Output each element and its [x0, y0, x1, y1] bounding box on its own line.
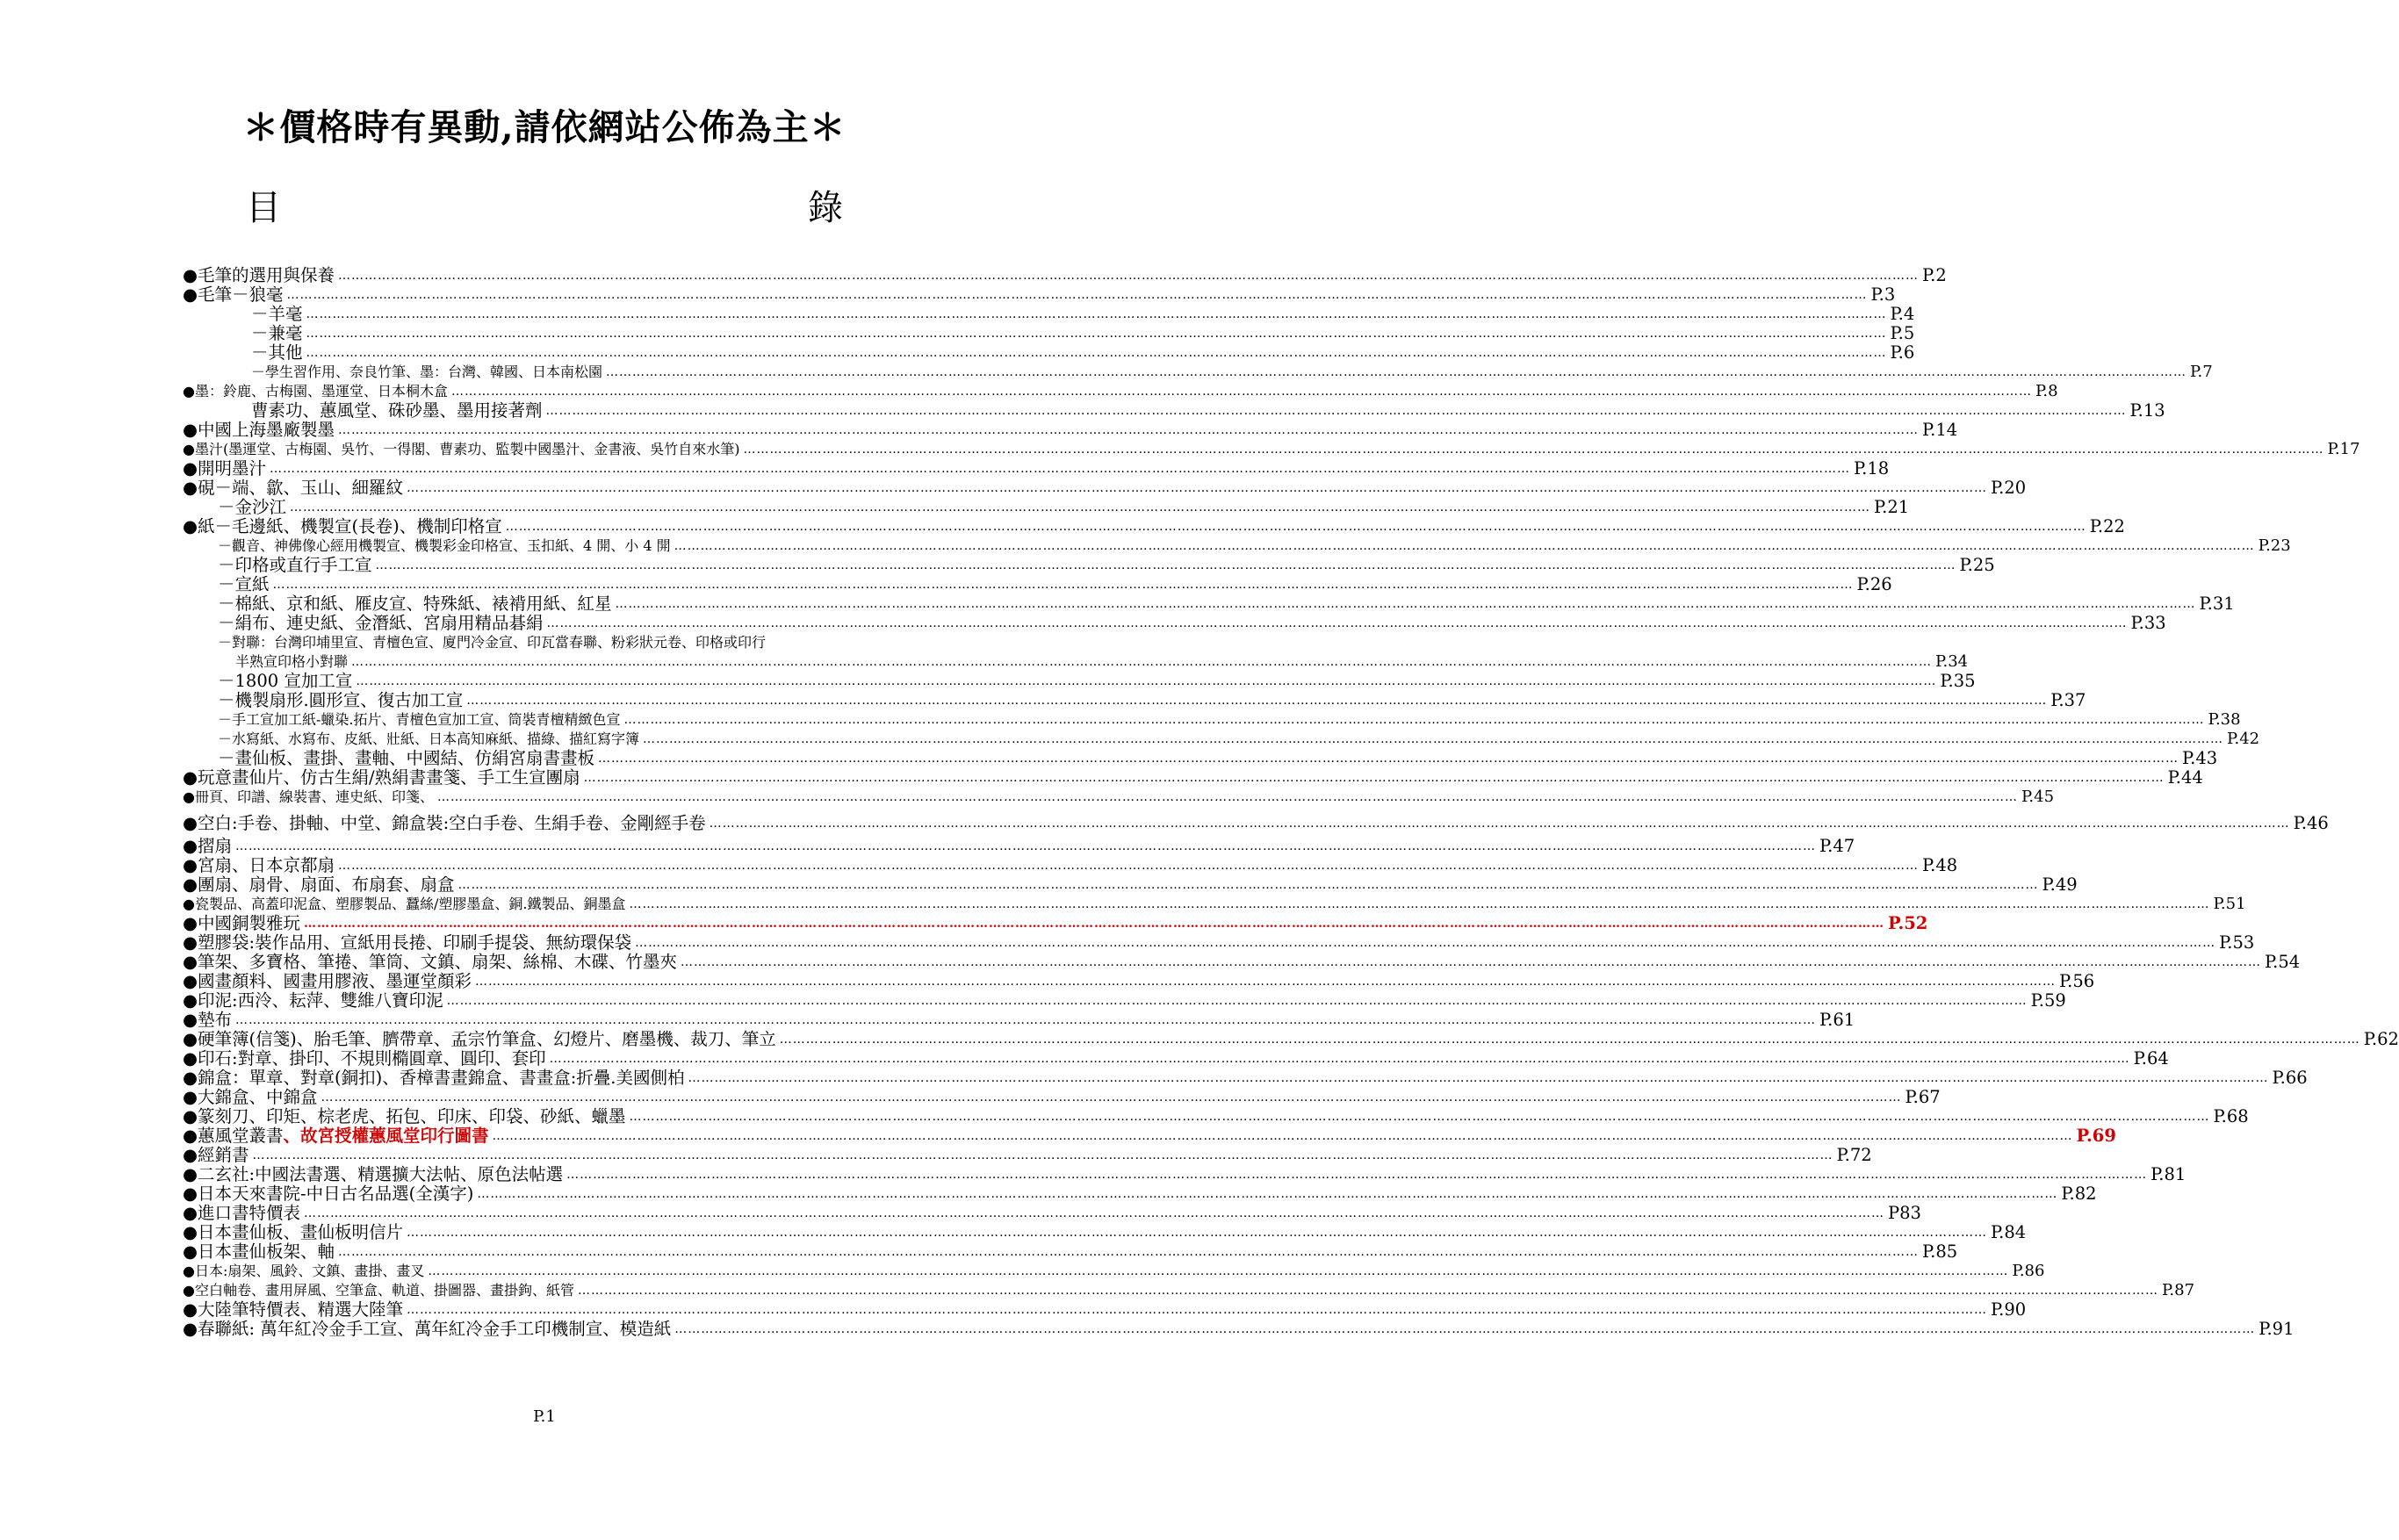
toc-entry-label: ●進口書特價表	[183, 1203, 301, 1223]
toc-leader-dots: ………………………………………………………………………………………………………………………………………………………………………………………………………………………………………………………………………………………………………………………………	[338, 269, 1920, 283]
toc-entry	[183, 895, 2246, 914]
toc-leader-dots: ………………………………………………………………………………………………………………………………………………………………………………………………………………………………………………………………………………………………………………………………	[252, 1148, 1833, 1162]
toc-leader-dots: ………………………………………………………………………………………………………………………………………………………………………………………………………………………………………………………………………………………………………………………………	[598, 752, 2179, 766]
toc-leader-dots: ………………………………………………………………………………………………………………………………………………………………………………………………………………………………………………………………………………………………………………………………	[338, 1245, 1920, 1259]
toc-entry-label: －金沙江	[218, 497, 287, 517]
toc-leader-dots: ………………………………………………………………………………………………………………………………………………………………………………………………………………………………………………………………………………………………………………………………	[235, 839, 1817, 853]
toc-entry-page: P.47	[1819, 836, 1855, 856]
toc-entry	[183, 1010, 1855, 1030]
toc-entry-page: P.3	[1870, 284, 1896, 305]
toc-leader-dots: ………………………………………………………………………………………………………………………………………………………………………………………………………………………………………………………………………………………………………………………………	[356, 674, 1937, 688]
toc-entry-label: ●篆刻刀、印矩、棕老虎、拓包、印床、印袋、砂紙、蠟墨	[183, 1106, 626, 1126]
toc-entry	[183, 1029, 2399, 1049]
toc-entry	[183, 1241, 1958, 1262]
toc-leader-dots: ………………………………………………………………………………………………………………………………………………………………………………………………………………………………………………………………………………………………………………………………	[304, 917, 1885, 931]
toc-leader-dots: ………………………………………………………………………………………………………………………………………………………………………………………………………………………………………………………………………………………………………………………………	[545, 404, 2127, 418]
toc-entry-label: ●玩意畫仙片、仿古生絹/熟絹書畫箋、手工生宣團扇	[183, 767, 580, 788]
toc-entry-page: P.14	[1922, 420, 1958, 440]
toc-leader-dots: ………………………………………………………………………………………………………………………………………………………………………………………………………………………………………………………………………………………………………………………………	[635, 936, 2216, 950]
toc-leader-dots: ………………………………………………………………………………………………………………………………………………………………………………………………………………………………………………………………………………………………………………………………	[779, 1033, 2360, 1047]
toc-entry-label: ●開明墨汁	[183, 458, 267, 479]
toc-entry	[183, 1106, 2249, 1126]
toc-entry	[183, 363, 2213, 382]
toc-entry	[183, 836, 1855, 856]
toc-entry-label: －宣紙	[218, 574, 270, 594]
toc-entry-page: P.72	[1836, 1145, 1872, 1165]
toc-entry-page: P.26	[1856, 574, 1892, 594]
toc-entry	[183, 458, 1890, 479]
toc-entry-page: P.23	[2258, 536, 2291, 555]
toc-entry-page: P.33	[2130, 613, 2166, 633]
toc-entry	[183, 1299, 2027, 1320]
toc-entry-label: ●墨汁(墨運堂、古梅園、吳竹、一得閣、曹素功、監製中國墨汁、金書液、吳竹自來水筆)	[183, 441, 740, 457]
toc-entry	[183, 342, 1915, 363]
toc-entry	[183, 874, 2078, 895]
toc-entry-page: P.82	[2061, 1184, 2097, 1204]
toc-leader-dots: ………………………………………………………………………………………………………………………………………………………………………………………………………………………………………………………………………………………………………………………………	[688, 1071, 2269, 1085]
toc-entry-label: －其他	[251, 342, 303, 363]
toc-entry-label: －機製扇形.圓形宣、復古加工宣	[218, 690, 464, 710]
toc-entry	[183, 420, 1958, 440]
toc-entry-label: －棉紙、京和紙、雁皮宣、特殊紙、裱褙用紙、紅星	[218, 594, 612, 614]
toc-entry	[183, 594, 2235, 614]
toc-entry	[183, 767, 2203, 788]
toc-entry-page: P.45	[2021, 788, 2055, 806]
toc-entry-page: P.42	[2227, 730, 2260, 748]
toc-leader-dots: ………………………………………………………………………………………………………………………………………………………………………………………………………………………………………………………………………………………………………………………………	[457, 878, 2039, 892]
toc-entry-page: P.43	[2182, 748, 2218, 768]
toc-leader-dots: ………………………………………………………………………………………………………………………………………………………………………………………………………………………………………………………………………………………………………………………………	[436, 790, 2018, 804]
toc-entry-label: ●冊頁、印譜、線裝書、連史紙、印箋、	[183, 788, 434, 805]
toc-entry	[183, 478, 2027, 498]
toc-entry-label: ●國畫顏料、國畫用膠液、墨運堂顏彩	[183, 971, 472, 991]
toc-entry-page: P.22	[2089, 516, 2125, 536]
price-notice: ＊價格時有異動,請依網站公佈為主＊	[242, 106, 846, 148]
toc-entry-label: ●毛筆－狼毫	[183, 284, 284, 305]
toc-entry-page: P.31	[2199, 594, 2235, 614]
toc-leader-dots: ………………………………………………………………………………………………………………………………………………………………………………………………………………………………………………………………………………………………………………………………	[446, 994, 2028, 1008]
toc-entry-page: P.13	[2129, 400, 2165, 421]
toc-entry-page: P.62	[2363, 1029, 2399, 1049]
toc-leader-dots: ………………………………………………………………………………………………………………………………………………………………………………………………………………………………………………………………………………………………………………………………	[407, 1303, 1988, 1317]
toc-entry-label: －絹布、連史紙、金潛紙、宮扇用精品碁絹	[218, 613, 544, 633]
toc-entry-page: P.84	[1991, 1222, 2027, 1242]
toc-leader-dots: ………………………………………………………………………………………………………………………………………………………………………………………………………………………………………………………………………………………………………………………………	[428, 1264, 2009, 1278]
toc-leader-dots: ………………………………………………………………………………………………………………………………………………………………………………………………………………………………………………………………………………………………………………………………	[674, 539, 2255, 553]
toc-entry-label: ●印泥:西泠、耘萍、雙維八寶印泥	[183, 990, 443, 1011]
toc-leader-dots: ………………………………………………………………………………………………………………………………………………………………………………………………………………………………………………………………………………………………………………………………	[270, 462, 1851, 476]
toc-entry-label: ●大錦盒、中錦盒	[183, 1087, 318, 1107]
toc-entry-label: ●日本畫仙板架、軸	[183, 1241, 335, 1262]
toc-entry-page: P.21	[1874, 497, 1910, 517]
toc-leader-dots: ………………………………………………………………………………………………………………………………………………………………………………………………………………………………………………………………………………………………………………………………	[709, 817, 2290, 831]
toc-entry	[183, 613, 2166, 633]
toc-leader-dots: ………………………………………………………………………………………………………………………………………………………………………………………………………………………………………………………………………………………………………………………………	[629, 1110, 2210, 1124]
toc-leader-dots: ………………………………………………………………………………………………………………………………………………………………………………………………………………………………………………………………………………………………………………………………	[450, 385, 2032, 399]
toc-entry	[183, 971, 2095, 991]
toc-entry-page: P.69	[2076, 1126, 2116, 1146]
toc-entry-label: －水寫紙、水寫布、皮紙、壯紙、日本高知麻紙、描綠、描紅寫字簿	[218, 730, 640, 747]
toc-entry-page: P.81	[2150, 1164, 2186, 1184]
toc-entry-label: ●大陸筆特價表、精選大陸筆	[183, 1299, 404, 1320]
toc-entry-page: P83	[1888, 1203, 1921, 1223]
toc-entry	[183, 1145, 1872, 1165]
toc-entry-label: －學生習作用、奈良竹筆、墨：台灣、韓國、日本南松園	[251, 363, 603, 380]
toc-entry-page: P.44	[2167, 767, 2203, 788]
toc-entry	[183, 952, 2301, 972]
toc-entry-page: P.56	[2059, 971, 2095, 991]
toc-leader-dots: ………………………………………………………………………………………………………………………………………………………………………………………………………………………………………………………………………………………………………………………………	[505, 520, 2086, 534]
toc-entry	[183, 1048, 2169, 1069]
toc-entry-page: P.17	[2327, 440, 2360, 458]
toc-leader-dots: ………………………………………………………………………………………………………………………………………………………………………………………………………………………………………………………………………………………………………………………………	[290, 500, 1871, 515]
toc-leader-dots: ………………………………………………………………………………………………………………………………………………………………………………………………………………………………………………………………………………………………………………………………	[615, 597, 2196, 611]
toc-entry-label: ●日本畫仙板、畫仙板明信片	[183, 1222, 404, 1242]
toc-entry-page: P.18	[1854, 458, 1890, 479]
toc-entry-label: ●硯－端、歙、玉山、細羅紋	[183, 478, 404, 498]
toc-entry	[183, 284, 1896, 305]
toc-entry-label: ●硬筆簿(信箋)、胎毛筆、臍帶章、孟宗竹筆盒、幻燈片、磨墨機、裁刀、筆立	[183, 1029, 776, 1049]
toc-leader-dots: ………………………………………………………………………………………………………………………………………………………………………………………………………………………………………………………………………………………………………………………………	[643, 732, 2224, 746]
toc-entry-page: P.59	[2030, 990, 2066, 1011]
toc-entry-page: P.2	[1922, 265, 1947, 285]
toc-entry-page: P.61	[1819, 1010, 1855, 1030]
toc-leader-dots: ………………………………………………………………………………………………………………………………………………………………………………………………………………………………………………………………………………………………………………………………	[546, 616, 2128, 630]
toc-leader-dots: ………………………………………………………………………………………………………………………………………………………………………………………………………………………………………………………………………………………………………………………………	[606, 365, 2187, 379]
toc-entry	[183, 1281, 2195, 1300]
toc-leader-dots: ………………………………………………………………………………………………………………………………………………………………………………………………………………………………………………………………………………………………………………………………	[743, 443, 2324, 457]
toc-entry	[183, 323, 1915, 343]
toc-leader-dots: ………………………………………………………………………………………………………………………………………………………………………………………………………………………………………………………………………………………………………………………………	[466, 694, 2048, 708]
toc-entry-page: P.25	[1959, 555, 1995, 575]
toc-entry-label: －畫仙板、畫掛、畫軸、中國結、仿絹宮扇書畫板	[218, 748, 595, 768]
toc-entry-page: P.66	[2272, 1068, 2308, 1088]
toc-entry-page: P.64	[2133, 1048, 2169, 1069]
toc-entry-page: P.5	[1890, 323, 1915, 343]
toc-entry-label: ●蕙風堂叢書	[183, 1126, 284, 1146]
toc-entry-label: ●印石:對章、掛印、不規則橢圓章、圓印、套印	[183, 1048, 546, 1069]
toc-entry	[183, 710, 2241, 730]
toc-entry-label: ●塑膠袋:裝作品用、宣紙用長捲、印刷手提袋、無紡環保袋	[183, 932, 632, 953]
toc-entry-label: ●團扇、扇骨、扇面、布扇套、扇盒	[183, 874, 455, 895]
page-number: P.1	[533, 1407, 556, 1426]
toc-entry	[183, 913, 1928, 933]
toc-entry-page: P.86	[2012, 1262, 2045, 1280]
toc-entry	[183, 265, 1947, 285]
toc-entry-page: P.68	[2213, 1106, 2249, 1126]
toc-entry-label: －印格或直行手工宣	[218, 555, 372, 575]
toc-entry-label: ●宮扇、日本京都扇	[183, 855, 335, 875]
toc-entry-page: P.85	[1922, 1241, 1958, 1262]
toc-entry	[183, 1126, 2116, 1146]
toc-entry-label: －觀音、神佛像心經用機製宣、機製彩金印格宣、玉扣紙、4 開、小 4 開	[218, 537, 671, 554]
toc-leader-dots: ………………………………………………………………………………………………………………………………………………………………………………………………………………………………………………………………………………………………………………………………	[304, 1206, 1885, 1220]
toc-leader-dots: ………………………………………………………………………………………………………………………………………………………………………………………………………………………………………………………………………………………………………………………………	[338, 423, 1920, 437]
toc-entry-label: 曹素功、蕙風堂、硃砂墨、墨用接著劑	[251, 400, 543, 421]
toc-entry-label: ●毛筆的選用與保養	[183, 265, 335, 285]
toc-entry	[183, 400, 2165, 421]
toc-entry	[183, 1184, 2097, 1204]
toc-entry-label: ●經銷書	[183, 1145, 249, 1165]
toc-entry	[183, 516, 2125, 536]
toc-entry-label: －羊毫	[251, 304, 303, 324]
toc-leader-dots: ………………………………………………………………………………………………………………………………………………………………………………………………………………………………………………………………………………………………………………………………	[549, 1052, 2130, 1066]
toc-entry	[183, 1319, 2295, 1339]
table-of-contents	[183, 265, 2399, 1339]
toc-leader-dots: ………………………………………………………………………………………………………………………………………………………………………………………………………………………………………………………………………………………………………………………………	[306, 346, 1887, 360]
toc-entry-page: P.46	[2293, 813, 2329, 833]
toc-leader-dots: ………………………………………………………………………………………………………………………………………………………………………………………………………………………………………………………………………………………………………………………………	[306, 327, 1887, 341]
toc-entry-label: ●空白軸卷、畫用屏風、空筆盒、軌道、掛圖器、畫掛鉤、紙管	[183, 1282, 574, 1299]
toc-entry	[183, 574, 1892, 594]
toc-entry-label: ●墨：鈴鹿、古梅園、墨運堂、日本桐木盒	[183, 383, 448, 399]
page-title: 目 錄	[246, 188, 948, 228]
toc-entry-page: P.48	[1922, 855, 1958, 875]
toc-leader-dots: ………………………………………………………………………………………………………………………………………………………………………………………………………………………………………………………………………………………………………………………………	[623, 713, 2205, 727]
toc-entry	[183, 633, 991, 652]
toc-leader-dots: ………………………………………………………………………………………………………………………………………………………………………………………………………………………………………………………………………………………………………………………………	[477, 1187, 2058, 1201]
toc-entry-page: P.51	[2213, 895, 2246, 913]
toc-entry	[183, 730, 2260, 749]
toc-entry-label: －對聯：台灣印埔里宣、青檀色宣、廈門冷金宣、印瓦當春聯、粉彩狀元卷、印格或印行	[218, 634, 767, 651]
toc-entry	[183, 813, 2329, 833]
toc-entry-label: ●紙－毛邊紙、機製宣(長卷)、機制印格宣	[183, 516, 502, 536]
toc-entry	[183, 382, 2058, 401]
toc-leader-dots: ………………………………………………………………………………………………………………………………………………………………………………………………………………………………………………………………………………………………………………………………	[475, 975, 2057, 989]
toc-entry	[183, 497, 1910, 517]
toc-leader-dots: ………………………………………………………………………………………………………………………………………………………………………………………………………………………………………………………………………………………………………………………………	[681, 955, 2262, 969]
toc-entry-label: ●摺扇	[183, 836, 233, 856]
toc-entry-label: 半熟宣印格小對聯	[235, 653, 349, 670]
toc-entry	[183, 536, 2291, 556]
toc-entry	[183, 1222, 2027, 1242]
toc-entry-page: P.49	[2042, 874, 2078, 895]
toc-entry-highlight: 、故宮授權蕙風堂印行圖書	[283, 1126, 489, 1146]
toc-entry-label: ●空白:手卷、掛軸、中堂、錦盒裝:空白手卷、生絹手卷、金剛經手卷	[183, 813, 706, 833]
toc-leader-dots: ………………………………………………………………………………………………………………………………………………………………………………………………………………………………………………………………………………………………………………………………	[272, 578, 1854, 592]
toc-leader-dots: ………………………………………………………………………………………………………………………………………………………………………………………………………………………………………………………………………………………………………………………………	[375, 558, 1956, 572]
toc-entry-page: P.54	[2265, 952, 2301, 972]
toc-entry-label: ●春聯紙: 萬年紅冷金手工宣、萬年紅冷金手工印機制宣、模造紙	[183, 1319, 672, 1339]
toc-entry	[183, 1203, 1921, 1223]
toc-entry-page: P.37	[2050, 690, 2086, 710]
toc-entry-page: P.34	[1935, 652, 1969, 671]
toc-entry	[183, 304, 1915, 324]
toc-entry	[183, 932, 2255, 953]
toc-entry-label: ●瓷製品、高蓋印泥盒、塑膠製品、蠶絲/塑膠墨盒、銅.鐵製品、銅墨盒	[183, 896, 626, 912]
toc-entry	[183, 1262, 2045, 1281]
toc-entry-page: P.20	[1991, 478, 2027, 498]
toc-entry	[183, 788, 2055, 807]
toc-entry-page: P.35	[1940, 671, 1976, 691]
toc-entry-page: P.90	[1991, 1299, 2027, 1320]
toc-leader-dots: ………………………………………………………………………………………………………………………………………………………………………………………………………………………………………………………………………………………………………………………………	[407, 1226, 1988, 1240]
toc-entry-label: ●墊布	[183, 1010, 233, 1030]
toc-entry	[183, 1068, 2308, 1088]
toc-leader-dots: ………………………………………………………………………………………………………………………………………………………………………………………………………………………………………………………………………………………………………………………………	[566, 1168, 2148, 1182]
toc-entry-page: P.91	[2259, 1319, 2295, 1339]
toc-entry-label: ●日本:扇架、風鈴、文鎮、畫掛、畫叉	[183, 1263, 425, 1279]
toc-leader-dots: ………………………………………………………………………………………………………………………………………………………………………………………………………………………………………………………………………………………………………………………………	[235, 1013, 1817, 1027]
toc-entry-label: －兼毫	[251, 323, 303, 343]
toc-entry	[183, 652, 1969, 672]
toc-entry-page: P.8	[2035, 382, 2058, 400]
toc-entry-label: ●日本天來書院-中日古名品選(全漢字)	[183, 1184, 474, 1204]
toc-entry	[183, 990, 2066, 1011]
toc-entry-label: ●錦盒：單章、對章(銅扣)、香樟書畫錦盒、書畫盒:折疊.美國側柏	[183, 1068, 685, 1088]
toc-entry	[183, 1087, 1941, 1107]
toc-entry	[183, 748, 2218, 768]
toc-entry	[183, 690, 2086, 710]
toc-entry-label: ●中國銅製雅玩	[183, 913, 301, 933]
toc-leader-dots: ………………………………………………………………………………………………………………………………………………………………………………………………………………………………………………………………………………………………………………………………	[351, 655, 1933, 669]
toc-entry-label: ●筆架、多寶格、筆捲、筆筒、文鎮、扇架、絲棉、木碟、竹墨夾	[183, 952, 678, 972]
toc-entry-page: P.87	[2161, 1281, 2195, 1299]
toc-entry-page: P.4	[1890, 304, 1915, 324]
toc-entry	[183, 671, 1976, 691]
toc-entry-label: －手工宣加工紙-蠟染.拓片、青檀色宣加工宣、筒裝青檀精緻色宣	[218, 711, 621, 728]
toc-entry	[183, 555, 1995, 575]
toc-leader-dots: ………………………………………………………………………………………………………………………………………………………………………………………………………………………………………………………………………………………………………………………………	[674, 1322, 2256, 1336]
toc-entry	[183, 1164, 2186, 1184]
toc-entry-page: P.53	[2219, 932, 2255, 953]
toc-entry-label: －1800 宣加工宣	[218, 671, 353, 691]
toc-entry-page: P.52	[1888, 913, 1928, 933]
toc-entry-page: P.6	[1890, 342, 1915, 363]
toc-leader-dots: ………………………………………………………………………………………………………………………………………………………………………………………………………………………………………………………………………………………………………………………………	[321, 1090, 1902, 1105]
toc-leader-dots: ………………………………………………………………………………………………………………………………………………………………………………………………………………………………………………………………………………………………………………………………	[583, 771, 2165, 785]
toc-leader-dots: ………………………………………………………………………………………………………………………………………………………………………………………………………………………………………………………………………………………………………………………………	[286, 288, 1868, 302]
toc-entry-page: P.67	[1905, 1087, 1941, 1107]
toc-leader-dots: ………………………………………………………………………………………………………………………………………………………………………………………………………………………………………………………………………………………………………………………………	[306, 307, 1887, 321]
toc-leader-dots: ………………………………………………………………………………………………………………………………………………………………………………………………………………………………………………………………………………………………………………………………	[492, 1129, 2073, 1143]
toc-leader-dots: ………………………………………………………………………………………………………………………………………………………………………………………………………………………………………………………………………………………………………………………………	[629, 897, 2210, 911]
toc-entry-page: P.7	[2190, 363, 2213, 381]
toc-entry-label: ●中國上海墨廠製墨	[183, 420, 335, 440]
toc-entry	[183, 440, 2360, 459]
toc-entry-page: P.38	[2208, 710, 2241, 729]
toc-leader-dots: ………………………………………………………………………………………………………………………………………………………………………………………………………………………………………………………………………………………………………………………………	[577, 1284, 2158, 1298]
toc-entry-label: ●二玄社:中國法書選、精選擴大法帖、原色法帖選	[183, 1164, 564, 1184]
toc-leader-dots: ………………………………………………………………………………………………………………………………………………………………………………………………………………………………………………………………………………………………………………………………	[407, 481, 1988, 495]
toc-leader-dots: ………………………………………………………………………………………………………………………………………………………………………………………………………………………………………………………………………………………………………………………………	[338, 859, 1920, 873]
toc-entry	[183, 855, 1958, 875]
